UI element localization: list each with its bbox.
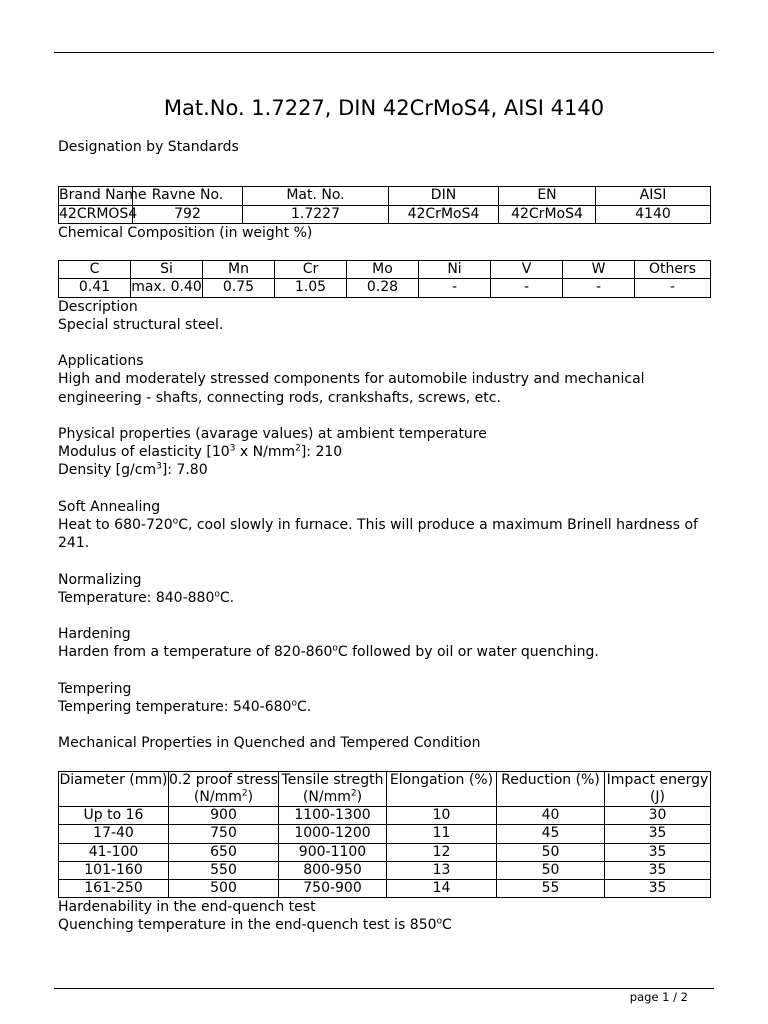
unit-text: (N/mm	[302, 788, 351, 805]
table-header-cell: Cr	[275, 261, 347, 279]
table-cell: 55	[497, 879, 605, 897]
table-cell: 1.7227	[243, 205, 389, 223]
density-text: Density [g/cm	[58, 462, 157, 479]
table-cell: 1.05	[275, 279, 347, 297]
table-cell: 792	[133, 205, 243, 223]
table-cell: -	[635, 279, 711, 297]
table-cell: 35	[605, 861, 711, 879]
table-cell: 35	[605, 825, 711, 843]
chemical-header-row	[59, 261, 711, 279]
modulus-line	[58, 443, 710, 461]
normalizing-text: Temperature: 840-880	[58, 589, 215, 606]
chemical-table	[58, 260, 711, 297]
designation-data-row	[59, 205, 711, 223]
elongation-header: Elongation (%)	[389, 771, 494, 788]
degree-superscript: o	[172, 516, 179, 527]
tempering-line	[58, 698, 710, 716]
table-cell: 500	[169, 879, 279, 897]
table-cell: 42CrMoS4	[499, 205, 596, 223]
proof-stress-header: 0.2 proof stress	[169, 771, 278, 788]
table-row	[59, 807, 711, 825]
superscript: 2	[295, 443, 301, 454]
modulus-text: x N/mm	[235, 444, 296, 461]
mechanical-header-row	[59, 771, 711, 806]
table-cell: 13	[387, 861, 497, 879]
table-cell: Up to 16	[59, 807, 169, 825]
table-cell: 161-250	[59, 879, 169, 897]
mechanical-heading: Mechanical Properties in Quenched and Tempered Condition	[58, 735, 481, 752]
table-cell: 12	[387, 843, 497, 861]
table-cell: max. 0.40	[131, 279, 202, 296]
tempering-text: C.	[296, 698, 312, 715]
table-cell: 17-40	[59, 825, 169, 843]
table-cell: 1000-1200	[279, 825, 387, 843]
table-cell: 10	[387, 807, 497, 825]
table-header-cell	[169, 771, 279, 806]
unit-text: )	[247, 788, 254, 805]
table-header-cell: Mo	[347, 261, 419, 279]
hardenability-text: C	[442, 917, 452, 934]
soft-annealing-heading: Soft Annealing	[58, 498, 161, 515]
document-title: Mat.No. 1.7227, DIN 42CrMoS4, AISI 4140	[163, 96, 605, 120]
applications-text-line: High and moderately stressed components for automobile industry and mechanical	[58, 371, 645, 388]
table-cell: 50	[497, 861, 605, 879]
table-cell: 101-160	[59, 861, 169, 879]
table-cell: 650	[169, 843, 279, 861]
table-cell: 35	[605, 843, 711, 861]
table-cell: 900-1100	[279, 843, 387, 861]
density-text: ]: 7.80	[161, 462, 208, 479]
table-header-cell: C	[59, 261, 131, 279]
description-heading: Description	[58, 298, 138, 315]
mechanical-table	[58, 771, 711, 898]
table-cell: 42CRMOS4	[59, 205, 138, 222]
hardenability-text: Quenching temperature in the end-quench test is 850	[58, 917, 437, 934]
applications-heading: Applications	[58, 353, 144, 370]
table-cell: 0.75	[203, 279, 275, 297]
soft-annealing-text: Heat to 680-720	[58, 516, 173, 533]
modulus-text: ]: 210	[300, 444, 343, 461]
hardening-heading: Hardening	[58, 626, 131, 643]
tensile-unit	[279, 789, 386, 806]
degree-superscript: o	[332, 643, 338, 654]
top-divider	[54, 52, 714, 53]
table-row	[59, 861, 711, 879]
table-row	[59, 879, 711, 897]
hardenability-heading: Hardenability in the end-quench test	[58, 899, 316, 916]
degree-superscript: o	[214, 589, 220, 600]
hardenability-line	[58, 916, 710, 934]
table-header-cell: EN	[499, 187, 596, 205]
designation-table	[58, 186, 711, 223]
table-header-cell: V	[491, 261, 563, 279]
table-header-cell	[497, 771, 605, 806]
table-cell: 14	[387, 879, 497, 897]
superscript: 3	[156, 461, 162, 472]
table-header-cell: Mat. No.	[243, 187, 389, 205]
table-cell: 40	[497, 807, 605, 825]
diameter-header: Diameter (mm)	[59, 771, 168, 788]
table-cell: 900	[169, 807, 279, 825]
table-header-cell	[387, 771, 497, 806]
density-line	[58, 461, 710, 479]
normalizing-heading: Normalizing	[58, 571, 142, 588]
table-header-cell	[279, 771, 387, 806]
table-header-cell	[605, 771, 711, 806]
table-cell: -	[563, 279, 635, 297]
table-cell: 30	[605, 807, 711, 825]
table-cell: 50	[497, 843, 605, 861]
unit-text: )	[356, 788, 363, 805]
unit-text: (N/mm	[193, 788, 242, 805]
table-cell: 800-950	[279, 861, 387, 879]
normalizing-line	[58, 589, 710, 607]
hardening-text: Harden from a temperature of 820-860	[58, 644, 333, 661]
table-header-cell: Si	[131, 261, 203, 279]
table-cell: 550	[169, 861, 279, 879]
table-cell: 750	[169, 825, 279, 843]
document-body	[58, 138, 710, 935]
superscript: 2	[241, 788, 248, 799]
tensile-header: Tensile stregth	[281, 771, 384, 788]
tempering-heading: Tempering	[58, 680, 132, 697]
table-cell: 35	[605, 879, 711, 897]
normalizing-text: C.	[219, 589, 235, 606]
superscript: 3	[229, 443, 236, 454]
physical-heading: Physical properties (avarage values) at ambient temperature	[58, 425, 487, 442]
degree-superscript: o	[291, 698, 297, 709]
bottom-divider	[54, 988, 714, 989]
soft-annealing-line: 241.	[58, 535, 90, 552]
table-cell: 42CrMoS4	[389, 205, 499, 223]
designation-heading: Designation by Standards	[58, 139, 239, 155]
table-header-cell: AISI	[596, 187, 711, 205]
table-cell: -	[491, 279, 563, 297]
table-row	[59, 825, 711, 843]
degree-superscript: o	[436, 916, 443, 927]
table-cell: 1100-1300	[279, 807, 387, 825]
table-cell: 4140	[596, 205, 711, 223]
impact-header: Impact energy	[606, 771, 709, 788]
table-header-cell: Others	[635, 261, 711, 279]
table-cell: 750-900	[279, 879, 387, 897]
soft-annealing-line	[58, 516, 710, 534]
table-header-cell: Ravne No.	[133, 187, 243, 205]
table-cell: 45	[497, 825, 605, 843]
table-cell: -	[419, 279, 491, 297]
hardening-text: C followed by oil or water quenching.	[337, 644, 599, 661]
designation-header-row	[59, 187, 711, 205]
chemical-heading: Chemical Composition (in weight %)	[58, 224, 313, 241]
tempering-text: Tempering temperature: 540-680	[58, 698, 292, 715]
table-header-cell: W	[563, 261, 635, 279]
modulus-text: Modulus of elasticity [10	[58, 444, 230, 461]
page-number: page 1 / 2	[629, 990, 688, 1004]
soft-annealing-text: C, cool slowly in furnace. This will produce a maximum Brinell hardness of	[178, 516, 698, 533]
impact-unit: (J)	[649, 788, 666, 805]
proof-stress-unit	[169, 789, 278, 806]
description-text: Special structural steel.	[58, 316, 224, 333]
table-row	[59, 843, 711, 861]
table-header-cell	[59, 771, 169, 806]
reduction-header: Reduction (%)	[501, 771, 600, 788]
table-cell: 11	[387, 825, 497, 843]
superscript: 2	[350, 788, 357, 799]
applications-text-line: engineering - shafts, connecting rods, crankshafts, screws, etc.	[58, 389, 501, 406]
chemical-data-row	[59, 279, 711, 297]
table-header-cell: Mn	[203, 261, 275, 279]
table-cell: 41-100	[59, 843, 169, 861]
hardening-line	[58, 643, 710, 661]
table-header-cell: Brand Name	[59, 187, 147, 204]
table-cell: 0.41	[59, 279, 131, 297]
table-cell: 0.28	[347, 279, 419, 297]
table-header-cell: DIN	[389, 187, 499, 205]
table-header-cell: Ni	[419, 261, 491, 279]
